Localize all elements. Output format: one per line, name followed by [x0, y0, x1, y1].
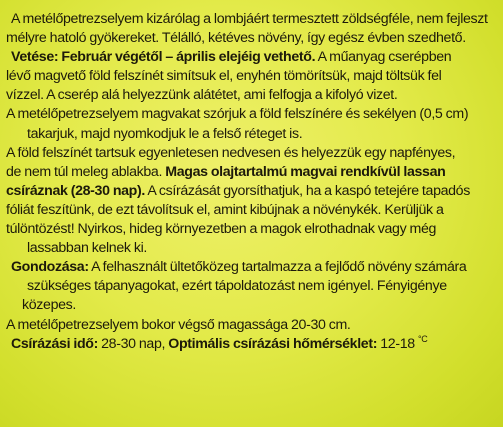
sowing-line-10: túlöntözést! Nyirkos, hideg környezetben a magok elrothadnak vagy még [6, 221, 437, 238]
sowing-line-9: fóliát feszítünk, de ezt távolítsuk el, amint kibújnak a növénykék. Kerüljük a [6, 201, 444, 218]
germination-time-label: Csírázási idő: [11, 335, 98, 352]
care-line-3: A metélőpetrezselyem bokor végső magassága 20-30 cm. [6, 316, 351, 333]
sowing-line-1: A műanyag cserépben [315, 49, 452, 66]
sowing-line-8: A csírázását gyorsíthatjuk, ha a kaspó tetejére tapadós [144, 182, 470, 199]
sowing-line-7: de nem túl meleg ablakba. [6, 163, 166, 180]
intro-line-2: mélyre hatoló gyökereket. Télálló, kétéves növény, így egész évben szedhető. [6, 30, 466, 47]
care-paragraph [6, 258, 498, 334]
sowing-line-11: lassabban kelnek ki. [27, 240, 147, 257]
care-line-2: szükséges tápanyagokat, ezért tápoldatozást nem igényel. Fényigénye közepes. [22, 278, 447, 314]
germination-paragraph [6, 335, 498, 354]
sowing-line-6: A föld felszínét tartsuk egyenletesen nedvesen és helyezzük egy napfényes, [6, 144, 456, 161]
sowing-line-2: lévő magvető föld felszínét simítsuk el, enyhén tömörítsük, majd töltsük fel [6, 68, 442, 85]
germination-temp-label: Optimális csírázási hőmérséklet: [168, 335, 378, 352]
germination-temp-value: 12-18 [377, 335, 418, 352]
intro-line-1: A metélőpetrezselyem kizárólag a lombjáért termesztett zöldségféle, nem fejleszt [11, 11, 488, 27]
intro-paragraph [6, 10, 498, 48]
germination-time-value: 28-30 nap, [97, 335, 169, 352]
sowing-slow-germination-note: Magas olajtartalmú magvai rendkívül lassan [165, 163, 446, 180]
sowing-heading: Vetése: Február végétől – április elejéig vethető. [11, 49, 316, 66]
instructions-text [6, 10, 498, 354]
sowing-line-5: takarjuk, majd nyomkodjuk le a felső réteget is. [27, 125, 303, 142]
care-line-1: A felhasznált ültetőközeg tartalmazza a fejlődő növény számára [88, 259, 467, 276]
sowing-paragraph [6, 48, 498, 258]
sowing-line-3: vízzel. A cserép alá helyezzünk alátétet, ami felfogja a kifolyó vizet. [6, 87, 398, 104]
celsius-unit: °C [418, 333, 428, 344]
sowing-germination-days: csíráznak (28-30 nap). [6, 182, 145, 199]
sowing-line-4: A metélőpetrezselyem magvakat szórjuk a föld felszínére és sekélyen (0,5 cm) [6, 106, 469, 123]
care-heading: Gondozása: [11, 259, 89, 276]
